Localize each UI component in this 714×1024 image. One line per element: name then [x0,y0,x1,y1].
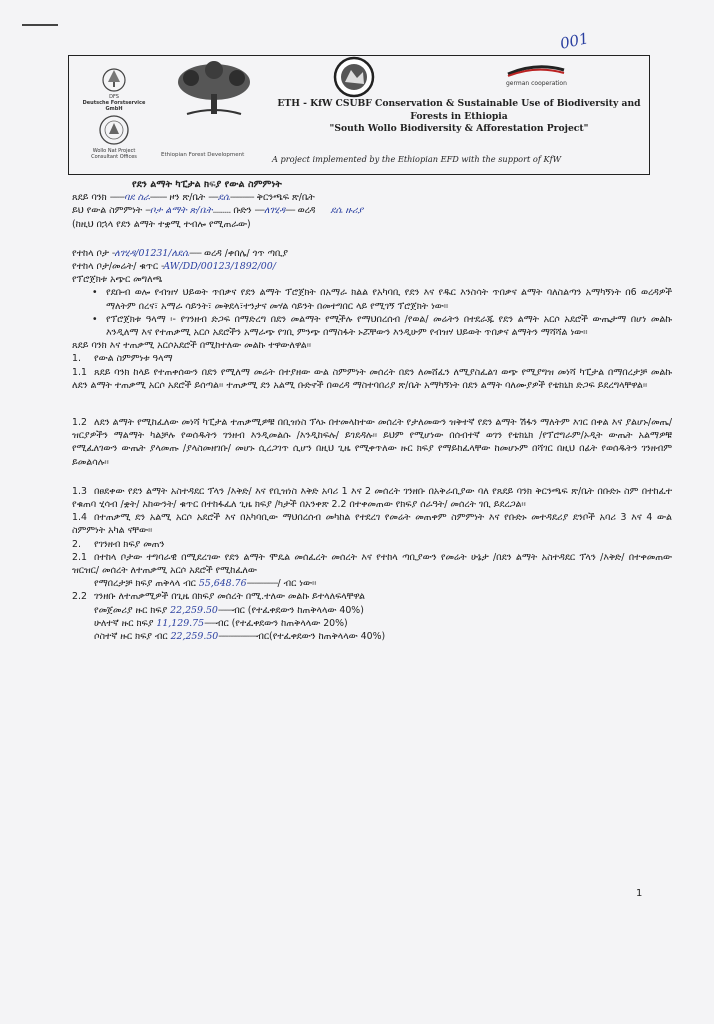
hereafter-line: (ከዚህ በኋላ የደን ልማት ተቋሚ ተብሎ የሚጠራው) [72,218,251,230]
agreement-line: ይህ የውል ስምምነት --ቦታ ልማት ጽ/ቤት......... ቡድን ----ለገሂዳ---- ወረዳ ደሴ ዙሪያ [72,205,364,217]
handwritten-field: ደሴ [217,192,230,204]
handwritten-field: ባደ ስራ [124,192,150,204]
document-title: የደን ልማት ካፒታል ክፍያ የውል ስምምነት [132,179,282,190]
dfs-name-text: Deutsche Forstservice GmbH [82,100,146,112]
ethiopia-seal-icon [331,56,377,98]
wollo-seal-icon [97,114,131,146]
handwritten-amount: 55,648.76 [198,578,247,590]
section-1-heading: 1. የውል ስምምነቱ ዓላማ [72,353,173,365]
handwritten-page-number: 001 [558,29,591,53]
handwritten-field: ለገሂዳ/01231/ለደሴ [114,247,190,259]
handwritten-field: ለገሂዳ [264,205,286,217]
german-cooperation-logo [506,62,596,87]
payment-row-1: የመጀመሪያ ዙር ክፍያ 22,259.50------ብር (የተፈቀደውን ከጠቅላላው 40%) [94,604,364,616]
bullet-item: • የፕሮጀክቱ ዓላማ ፡- የገንዘብ ድጋፍ በማድረግ በደን መልማት የሚችሉ የማህበረሰብ /የወል/ መሬትን በተደራጁ የደን ልማት አርሶ አደሮች ውጤታማ በሆነ መልኩ እንዲለማ እና የተጠቃሚ አርሶ አደሮችን አማራጭ የገቢ ምንጭ በማስፋት ኑሯቸውን እንዲሁም የብዝሃ ህይወት ጥበቃና ልማትን ማሻሻል ነው። [92,313,672,339]
project-summary-heading: የፕሮጀክቱ አጭር መግለጫ [72,274,163,286]
letterhead-box [68,55,650,175]
payment-row-3: ሶስተኛ ዙር ክፍያ ብር 22,259.50----------------ብር(የተፈቀደውን ከጠቅላላው 40%) [94,631,386,643]
implemented-by-text: A project implemented by the Ethiopian EFD with the support of KfW [272,154,562,164]
parties-line: ጸደይ ባንክ እና ተጠቃሚ አርሶአደሮች በሚከተለው መልኩ ተዋውለዋል፡፡ [72,340,312,352]
clause-1-2: 1.2 ለደን ልማት የሚከፈለው መነሻ ካፒታል ተጠቃሚዎቹ በቢዝነስ ፕላኑ በተመላከተው መሰረት የታለመውን ዝቅተኛ የደን ልማት ሽፋን ማለትም እገር በቀል እና ያልሆኑ/መጤ/ ዝርያዎችን ማልማት ካልቻሉ የወሰዱትን ገንዘብ እንዲመልሱ /እንዲከፍሉ/ ይገደዳሉ፡፡ ይህም የሚሆነው በሰብተኛ ወገን የቴክኒክ /የፕሮግራም/ኦዲት ውጤት አልማዎቹ የሚፈለገውን ውጤት ያላመጡ /ያላስመዘገቡ/ መሆኑ ሲረጋገጥ ሲሆን በዚህ ጊዜ የሚቀጥለው ዙር ክፍያ የማይከፈላቸው ከመሆኑም በሻገር በዚህ በፊት የወሰዱትን ገንዘብም ይመልሳሉ፡፡ [72,417,672,468]
project-line-1: ETH - KfW CSUBF Conservation & Sustainable Use of Biodiversity and [277,98,641,109]
site-number-line: የተከላ ቦታ/መሬት/ ቁጥር -AW/DD/00123/1892/00/ [72,261,276,273]
dfs-bottom-text: Wollo Nat Project Consultant Offices [91,148,137,160]
dfs-tree-icon [99,66,129,92]
clause-1-3: 1.3 በፀደቀው የደን ልማት አስተዳደር ፕላን /እቅድ/ እና የቢዝነስ እቅድ አባሪ 1 እና 2 መሰረት ገንዘቡ በአቅራቢያው ባለ የጸደይ ባንክ ቅርንጫፍ ጽ/ቤት በቡድኑ ስም በተከፈተ የቁጠባ ሂሳብ /ቋት/ አከውንት/ ቁጥር በተከፋፈለ ጊዜ ክፍያ /ካታች በአንቀጽ 2.2 በተቀመጠው የክፍያ ሰራዓት/ መሰረት ገቢ ይደረጋል፡፡ [72,485,672,511]
clause-1-4: 1.4 በተጠቃሚ ደን አልሚ አርሶ አደሮች እና በአካባቢው ማህበረሰብ መካከል የተደረገ የመሬት መጠቀም ስምምነት እና የቡድኑ መተዳደሪያ ደንቦች አባሪ 3 እና 4 ውል ስምምነት አካል ናቸው፡፡ [72,512,672,537]
efd-label: Ethiopian Forest Development [161,152,245,158]
bullet-item: • የደቡብ ወሎ የብዝሃ ህይወት ጥበቃና የደን ልማት ፕሮጀክት በአማራ ክልል የአካባቢ የደን እና የዱር እንስሳት ጥበቃና ልማት ባለስልጣን አማካኝነት በ6 ወረዳዎች ማለትም በረና፣ አማራ ሳይንት፣ መቅደላ፣ተንታና መሃል ሳይንት በመተግበር ላይ የሚገኝ ፕሮጀክት ነው። [92,287,672,312]
bank-line: ጸደይ ባንክ ------ባደ ስራ------- ዞን ጽ/ቤት ----ደሴ---------- ቅርንጫፍ ጽ/ቤት [72,192,315,204]
project-line-2: Forests in Ethiopia [410,110,508,122]
clause-1-1: 1.1 ጸደይ ባንክ ከላይ የተጠቀሰውን በደን የሚለማ መሬት በተያዘው ውል ስምምነት መሰረት በደን ለመሸፈን ለሚያስፈልገ ወጭ የሚያግዝ መነሻ ካፒታል በማበረታቻ መልኩ ለደን ልማት ተጠቃሚ አርሶ አደሮች ይሰጣል፡፡ ተጠቃሚ ደን አልሚ ቡድኖች በወረዳ ማስተባበሪያ ጽ/ቤት አማካኝነት በደን ልማት ባለሙያዎች የቴክኒክ ድጋፍ ይደረግላቸዋል፡፡ [72,366,672,391]
section-2-heading: 2. የገንዘብ ክፍያ መጠን [72,538,165,550]
project-line-3: "South Wollo Biodiversity & Afforestation Project" [329,123,589,134]
payment-row-2: ሁለተኛ ዙር ክፍያ 11,129.75-----ብር (የተፈቀደውን ከጠቅላላው 20%) [94,617,348,629]
tree-icon [171,60,257,122]
handwritten-field: ደሴ ዙሪያ [330,205,364,217]
dfs-small-text: DFS [109,94,119,100]
clause-2-2: 2.2 ገንዘቡ ለተጠቃሚዎች በጊዜ በክፍያ መሰረት በሚ.ተለው መልኩ ይተላለፍላቸዋል [72,591,365,603]
efd-tree-logo [164,60,264,124]
staple-mark [22,24,58,26]
handwritten-amount: 22,259.50 [170,631,219,643]
project-title-block [271,98,647,136]
site-line: የተከላ ቦታ -ለገሂዳ/01231/ለደሴ----- ወረዳ /ቀበሌ/ ጎጥ ጣቢያ [72,247,288,259]
document-body [72,178,672,643]
csubf-seal-logo [331,56,391,102]
total-payment-line: የማበረታቻ ክፍያ ጠቅላላ ብር 55,648.76-------------/ ብር ነው፡፡ [94,578,317,590]
page-number: 1 [636,888,643,899]
handwritten-field: ቦታ ልማት ጽ/ቤት [150,205,213,217]
handwritten-field: AW/DD/00123/1892/00/ [163,261,276,273]
german-flag-icon [506,62,566,78]
handwritten-amount: 22,259.50 [170,604,218,616]
clause-2-1: 2.1 በተከላ ቦታው ተግባራዊ በሚደረገው የደን ልማት ሞዴል መሰፈረት መሰረት እና የተከላ ጣቢያውን የመሬት ሁኔታ /በደን ልማት አስተዳደር ፕላን /እቅድ/ በተቀመጠው ዝርዝር/ መሰረት ለተጠቃሚ አርሶ አደሮች የሚከፈለው [72,551,672,577]
handwritten-amount: 11,129.75 [156,617,205,629]
dfs-logo [81,66,147,160]
german-cooperation-text: german cooperation [506,80,567,87]
